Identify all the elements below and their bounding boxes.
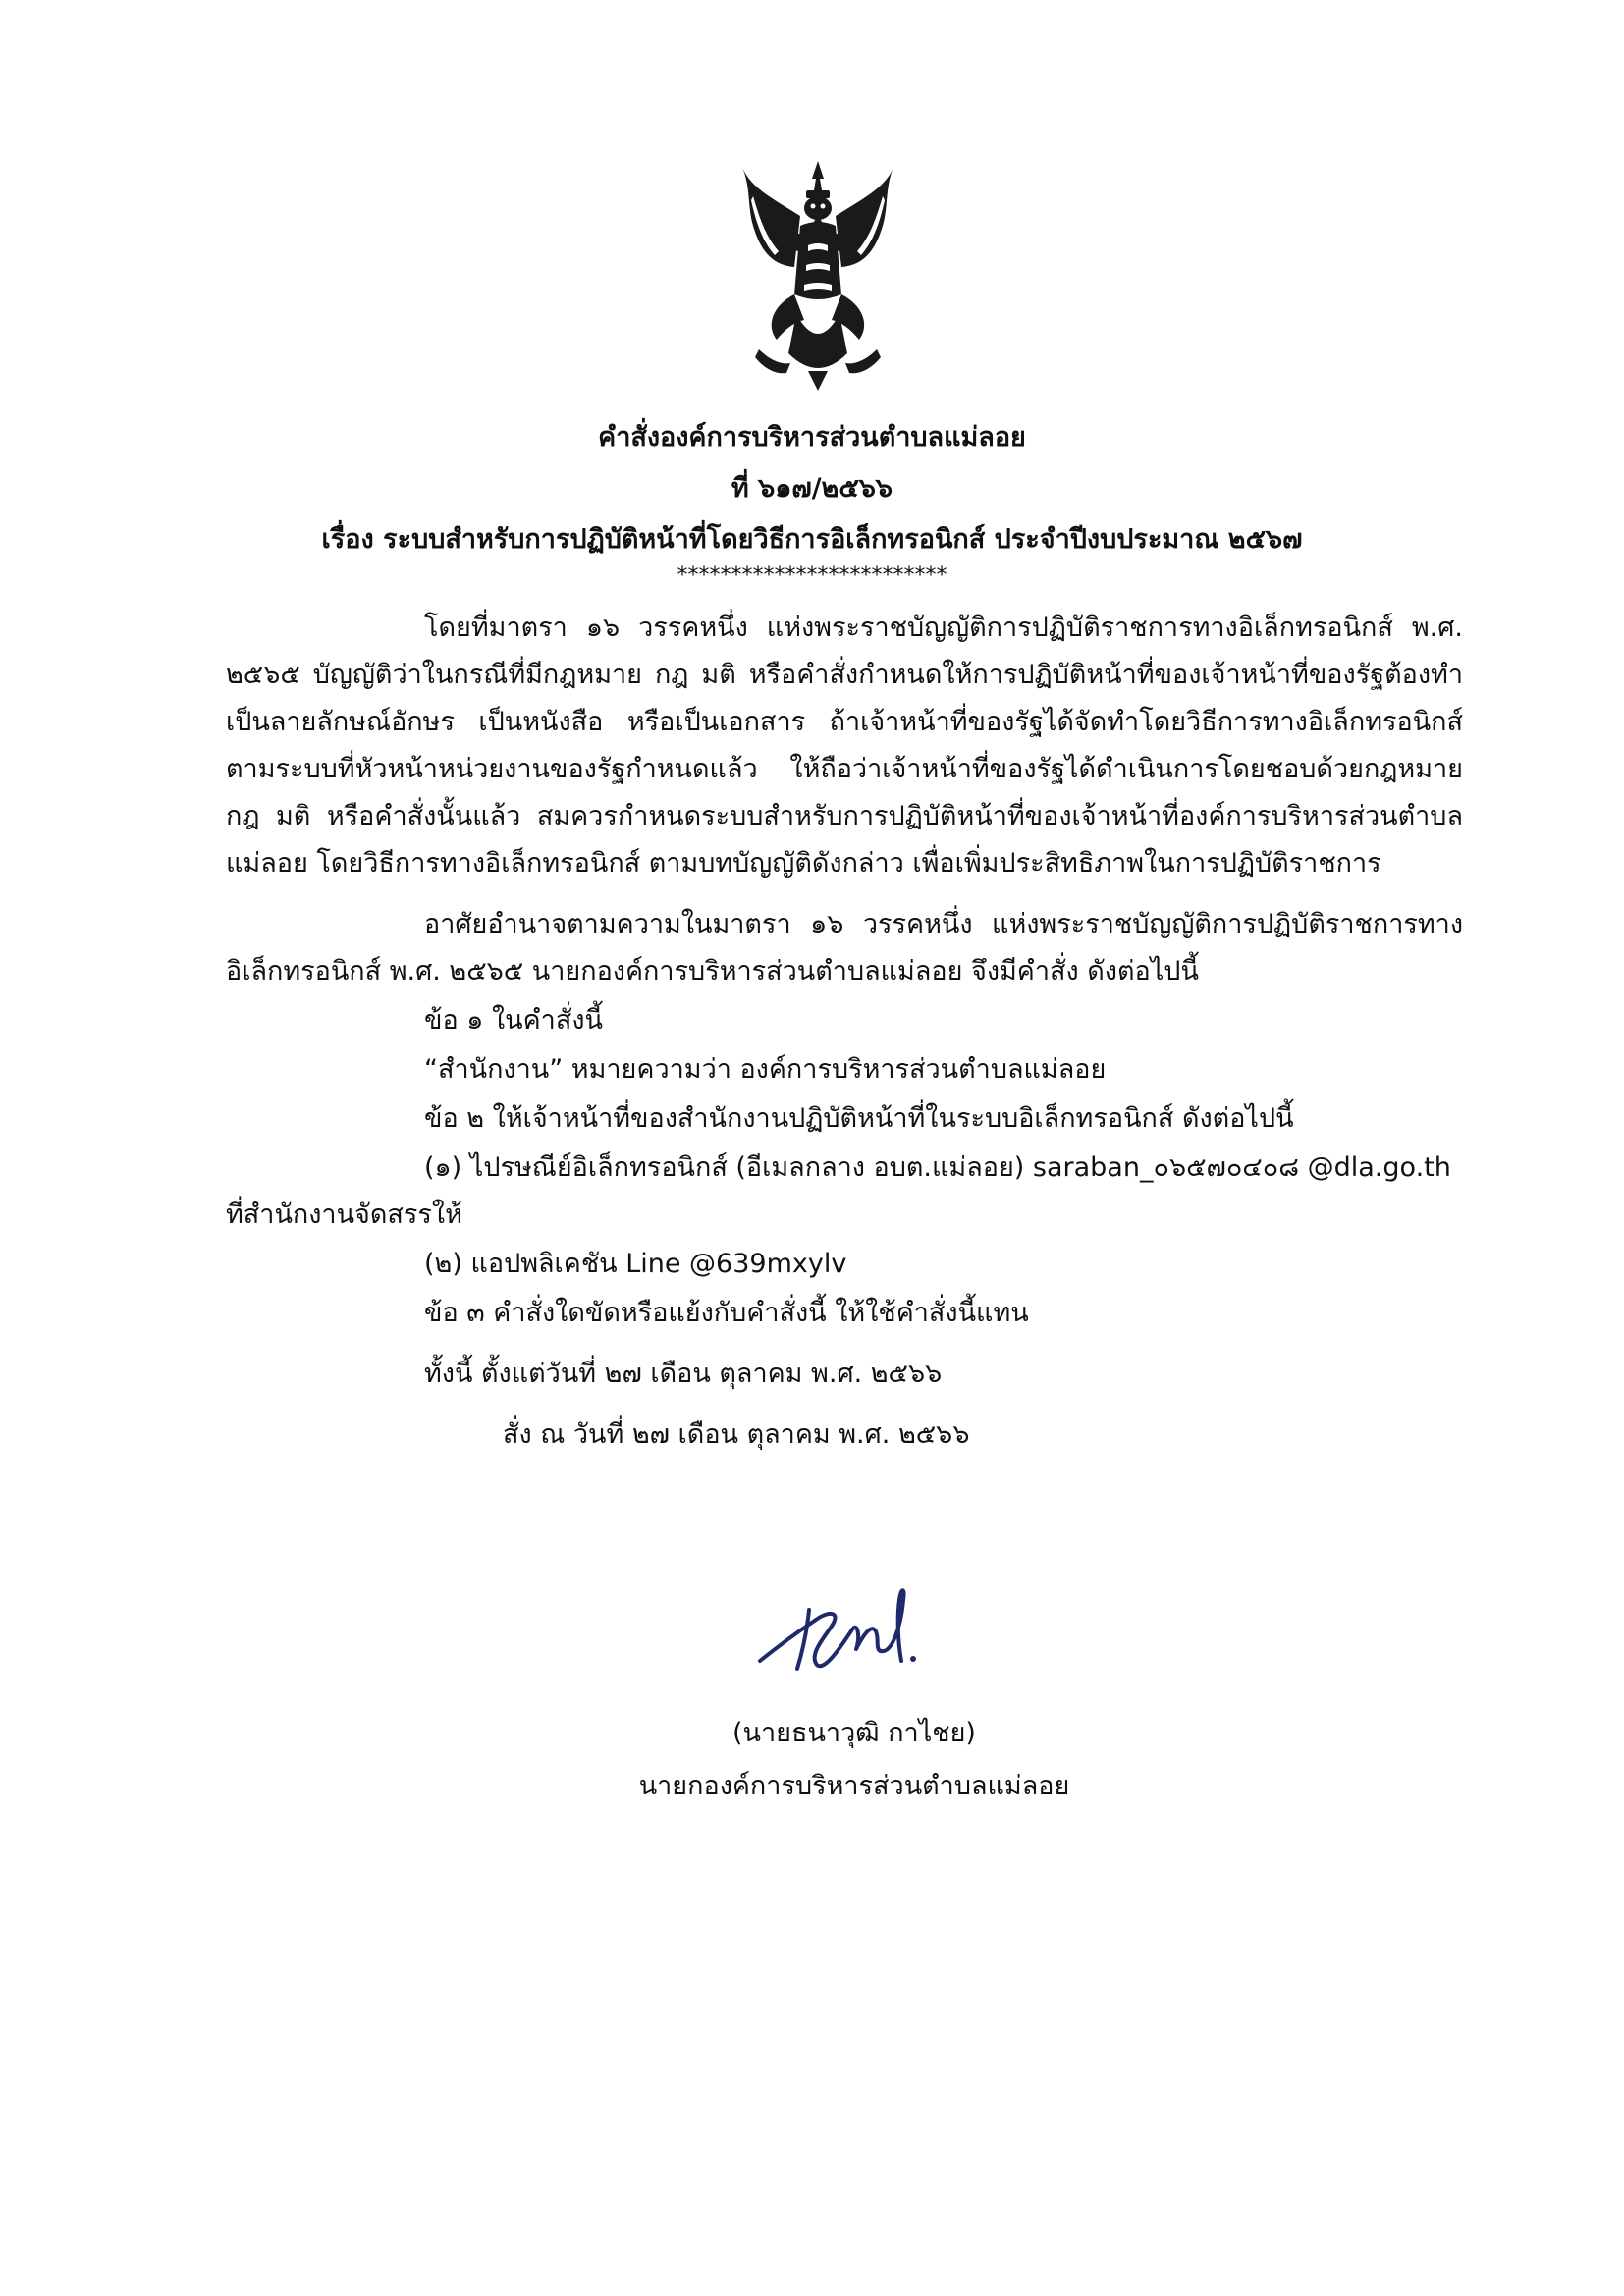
- paragraph-authority: อาศัยอำนาจตามความในมาตรา ๑๖ วรรคหนึ่ง แห่งพระราชบัญญัติการปฏิบัติราชการทางอิเล็กทรอนิกส์ พ.ศ. ๒๕๖๕ นายกองค์การบริหารส่วนตำบลแม่ลอย จึงมีคำสั่ง ดังต่อไปนี้: [226, 909, 1463, 987]
- order-body: [226, 605, 1463, 1459]
- signer-position: นายกองค์การบริหารส่วนตำบลแม่ลอย: [638, 1771, 1070, 1801]
- garuda-emblem-icon: [738, 157, 897, 393]
- item-email-continued: ที่สำนักงานจัดสรรให้: [226, 1200, 462, 1230]
- clause-2: ข้อ ๒ ให้เจ้าหน้าที่ของสำนักงานปฏิบัติหน้าที่ในระบบอิเล็กทรอนิกส์ ดังต่อไปนี้: [424, 1103, 1294, 1134]
- effective-date: ทั้งนี้ ตั้งแต่วันที่ ๒๗ เดือน ตุลาคม พ.ศ. ๒๕๖๖: [424, 1359, 943, 1389]
- order-title: คำสั่งองค์การบริหารส่วนตำบลแม่ลอย: [598, 422, 1026, 453]
- item-email: (๑) ไปรษณีย์อิเล็กทรอนิกส์ (อีเมลกลาง อบต.แม่ลอย) saraban_๐๖๕๗๐๔๐๘ @dla.go.th: [424, 1152, 1451, 1183]
- header-divider: *************************: [677, 563, 947, 588]
- item-line-app: (๒) แอปพลิเคชัน Line @639mxylv: [424, 1249, 847, 1279]
- handwritten-signature-icon: [750, 1571, 947, 1688]
- definition-office: “สำนักงาน” หมายความว่า องค์การบริหารส่วนตำบลแม่ลอย: [424, 1054, 1107, 1085]
- clause-3: ข้อ ๓ คำสั่งใดขัดหรือแย้งกับคำสั่งนี้ ให้ใช้คำสั่งนี้แทน: [424, 1298, 1029, 1328]
- order-number: ที่ ๖๑๗/๒๕๖๖: [731, 473, 893, 504]
- paragraph-preamble: โดยที่มาตรา ๑๖ วรรคหนึ่ง แห่งพระราชบัญญัติการปฏิบัติราชการทางอิเล็กทรอนิกส์ พ.ศ. ๒๕๖๕ บัญญัติว่าในกรณีที่มีกฎหมาย กฎ มติ หรือคำสั่งกำหนดให้การปฏิบัติหน้าที่ของเจ้าหน้าที่ของรัฐต้องทำเป็นลายลักษณ์อักษร เป็นหนังสือ หรือเป็นเอกสาร ถ้าเจ้าหน้าที่ของรัฐได้จัดทำโดยวิธีการทางอิเล็กทรอนิกส์ตามระบบที่หัวหน้าหน่วยงานของรัฐกำหนดแล้ว ให้ถือว่าเจ้าหน้าที่ของรัฐได้ดำเนินการโดยชอบด้วยกฎหมาย กฎ มติ หรือคำสั่งนั้นแล้ว สมควรกำหนดระบบสำหรับการปฏิบัติหน้าที่ของเจ้าหน้าที่องค์การบริหารส่วนตำบลแม่ลอย โดยวิธีการทางอิเล็กทรอนิกส์ ตามบทบัญญัติดังกล่าว เพื่อเพิ่มประสิทธิภาพในการปฏิบัติราชการ: [226, 613, 1463, 879]
- order-subject: เรื่อง ระบบสำหรับการปฏิบัติหน้าที่โดยวิธีการอิเล็กทรอนิกส์ ประจำปีงบประมาณ ๒๕๖๗: [321, 524, 1303, 555]
- clause-1: ข้อ ๑ ในคำสั่งนี้: [424, 1005, 603, 1036]
- signer-name: (นายธนาวุฒิ กาไชย): [732, 1718, 976, 1748]
- order-date: สั่ง ณ วันที่ ๒๗ เดือน ตุลาคม พ.ศ. ๒๕๖๖: [503, 1419, 970, 1450]
